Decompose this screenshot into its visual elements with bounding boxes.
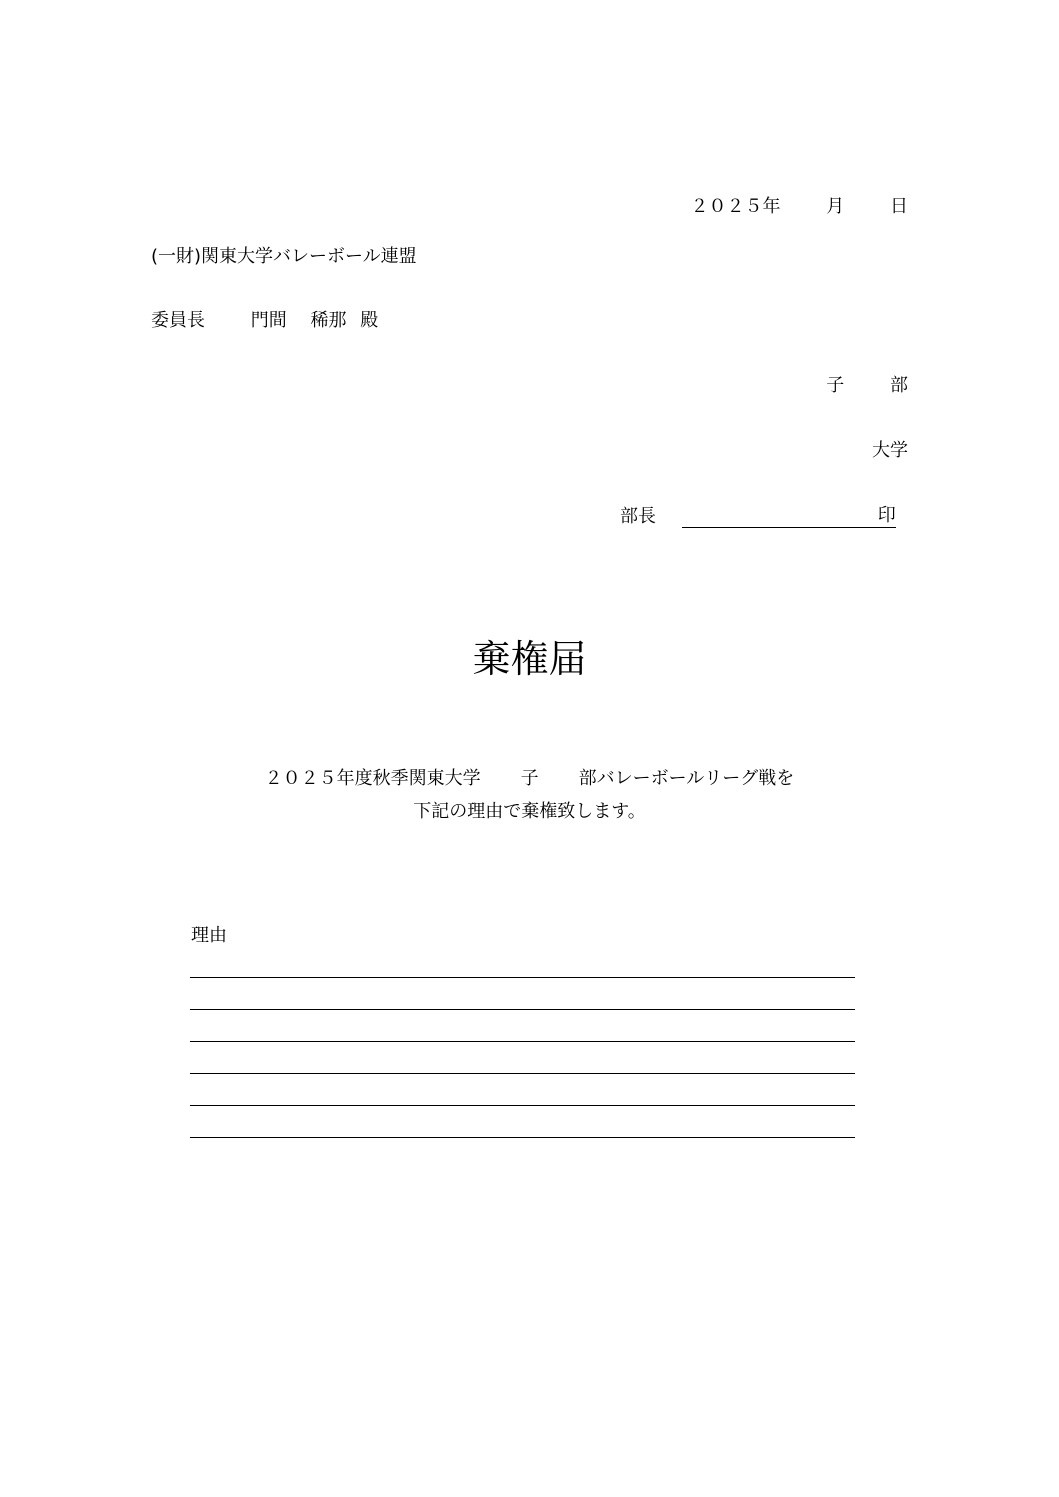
captain-label: 部長 <box>620 506 656 527</box>
date-month: 月 <box>826 196 845 217</box>
statement-line1-part2: 子 <box>520 768 539 789</box>
statement <box>0 762 1059 828</box>
recipient-organization: (一財)関東大学バレーボール連盟 <box>151 246 417 267</box>
reason-line-2[interactable] <box>190 1009 855 1010</box>
reason-line-5[interactable] <box>190 1105 855 1106</box>
reason-line-4[interactable] <box>190 1073 855 1074</box>
reason-label: 理由 <box>191 925 227 946</box>
sender-division-left: 子 <box>826 375 845 396</box>
reason-line-3[interactable] <box>190 1041 855 1042</box>
recipient-surname: 門間 <box>250 310 287 331</box>
date-year: ２０２５年 <box>690 196 781 217</box>
statement-line-2: 下記の理由で棄権致します。 <box>413 801 646 822</box>
reason-line-6[interactable] <box>190 1137 855 1138</box>
recipient-line <box>151 310 378 332</box>
statement-line-1 <box>0 762 1059 795</box>
document-title: 棄権届 <box>472 637 587 681</box>
captain-signature-line <box>620 505 896 528</box>
seal-label: 印 <box>877 505 896 526</box>
recipient-honorific: 殿 <box>360 310 379 331</box>
date-line <box>691 196 908 218</box>
sender-division-line <box>826 375 908 397</box>
recipient-given-name: 稀那 <box>310 310 347 331</box>
date-day: 日 <box>890 196 908 217</box>
sender-division-right: 部 <box>890 375 908 396</box>
recipient-title: 委員長 <box>151 310 205 331</box>
captain-signature-field[interactable] <box>682 505 896 528</box>
statement-line1-part1: ２０２５年度秋季関東大学 <box>264 768 481 789</box>
sender-university: 大学 <box>872 440 908 461</box>
statement-line1-part3: 部バレーボールリーグ戦を <box>578 768 795 789</box>
reason-line-1[interactable] <box>190 977 855 978</box>
